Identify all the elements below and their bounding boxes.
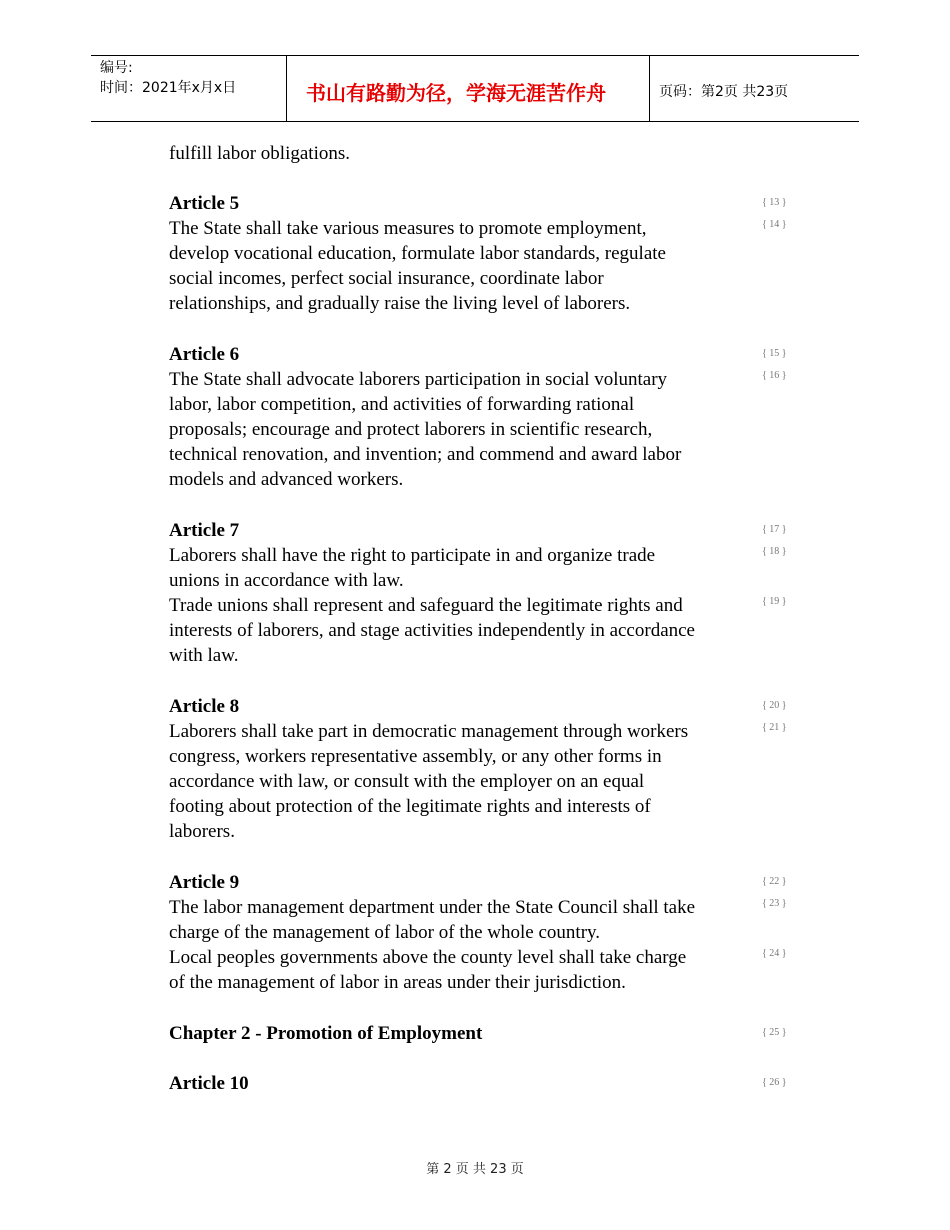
text-line: congress, workers representative assembly, or any other forms in	[169, 746, 662, 767]
margin-marker: { 13 }	[762, 197, 787, 208]
text-line: interests of laborers, and stage activities independently in accordance	[169, 620, 695, 641]
margin-marker: { 24 }	[762, 948, 787, 959]
text-line: labor, labor competition, and activities of forwarding rational	[169, 394, 635, 415]
page-footer: 第 2 页 共 23 页	[426, 1162, 524, 1177]
margin-marker: { 15 }	[762, 348, 787, 359]
header-meta	[100, 58, 236, 98]
article-heading: Article 7	[169, 520, 240, 541]
text-line: charge of the management of labor of the whole country.	[169, 922, 601, 943]
text-line: The labor management department under the State Council shall take	[169, 897, 696, 918]
article-heading: Article 6	[169, 344, 240, 365]
text-line: laborers.	[169, 821, 235, 842]
text-line: footing about protection of the legitimate rights and interests of	[169, 796, 651, 817]
chapter-heading: Chapter 2 - Promotion of Employment	[169, 1023, 483, 1044]
text-line: The State shall advocate laborers participation in social voluntary	[169, 369, 668, 390]
header-divider	[649, 55, 650, 121]
margin-marker: { 26 }	[762, 1077, 787, 1088]
header-page-info: 页码：第2页 共23页	[659, 84, 789, 100]
text-line: proposals; encourage and protect laborers in scientific research,	[169, 419, 653, 440]
text-line: relationships, and gradually raise the living level of laborers.	[169, 293, 631, 314]
margin-marker: { 14 }	[762, 219, 787, 230]
text-line: Trade unions shall represent and safeguard the legitimate rights and	[169, 595, 683, 616]
text-line: Laborers shall take part in democratic management through workers	[169, 721, 689, 742]
text-line: Local peoples governments above the county level shall take charge	[169, 947, 687, 968]
text-line: The State shall take various measures to promote employment,	[169, 218, 647, 239]
header-top-rule	[91, 55, 859, 56]
header-bottom-rule	[91, 121, 859, 122]
margin-marker: { 20 }	[762, 700, 787, 711]
article-heading: Article 10	[169, 1073, 249, 1094]
text-line: accordance with law, or consult with the employer on an equal	[169, 771, 645, 792]
text-line: Laborers shall have the right to participate in and organize trade	[169, 545, 656, 566]
margin-marker: { 16 }	[762, 370, 787, 381]
text-line: unions in accordance with law.	[169, 570, 404, 591]
text-line: of the management of labor in areas under their jurisdiction.	[169, 972, 626, 993]
code-label: 编号:	[100, 60, 133, 76]
margin-marker: { 22 }	[762, 876, 787, 887]
article-heading: Article 8	[169, 696, 240, 717]
text-line: develop vocational education, formulate labor standards, regulate	[169, 243, 666, 264]
text-line: social incomes, perfect social insurance, coordinate labor	[169, 268, 604, 289]
margin-marker: { 19 }	[762, 596, 787, 607]
text-line: models and advanced workers.	[169, 469, 404, 490]
text-line: technical renovation, and invention; and commend and award labor	[169, 444, 682, 465]
text-line: fulfill labor obligations.	[169, 143, 351, 164]
text-line: with law.	[169, 645, 239, 666]
margin-marker: { 18 }	[762, 546, 787, 557]
time-label: 时间：2021年x月x日	[100, 80, 237, 96]
margin-marker: { 25 }	[762, 1027, 787, 1038]
margin-marker: { 23 }	[762, 898, 787, 909]
header-motto: 书山有路勤为径，学海无涯苦作舟	[306, 81, 606, 105]
header-divider	[286, 55, 287, 121]
article-heading: Article 5	[169, 193, 240, 214]
margin-marker: { 17 }	[762, 524, 787, 535]
article-heading: Article 9	[169, 872, 240, 893]
margin-marker: { 21 }	[762, 722, 787, 733]
